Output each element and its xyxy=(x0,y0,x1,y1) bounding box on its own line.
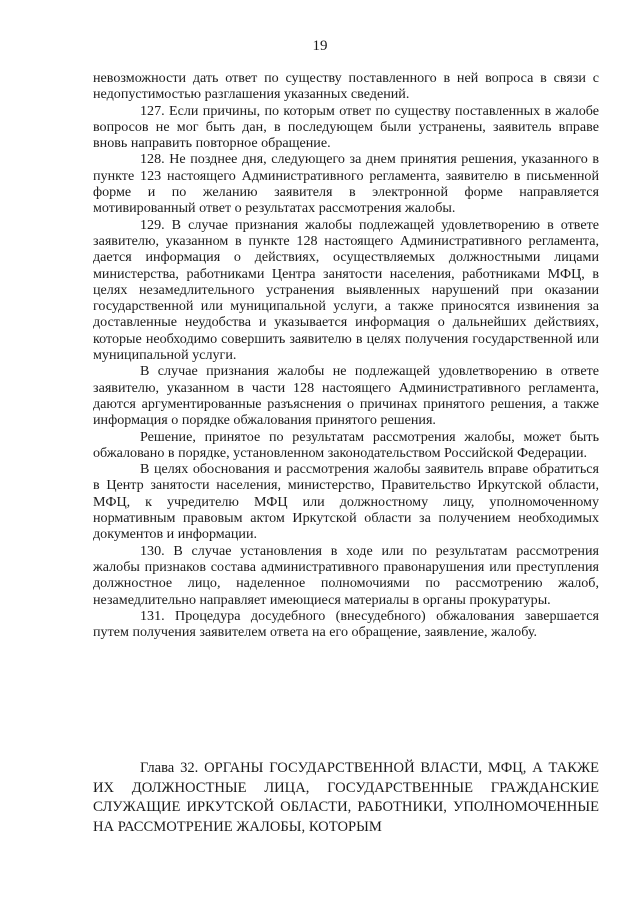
page-number: 19 xyxy=(312,38,328,54)
chapter-heading: Глава 32. ОРГАНЫ ГОСУДАРСТВЕННОЙ ВЛАСТИ, МФЦ, А ТАКЖЕ ИХ ДОЛЖНОСТНЫЕ ЛИЦА, ГОСУДАРСТВЕННЫЕ ГРАЖДАНСКИЕ СЛУЖАЩИЕ ИРКУТСКОЙ ОБЛАСТИ, РАБОТНИКИ, УПОЛНОМОЧЕННЫЕ НА РАССМОТРЕНИЕ ЖАЛОБЫ, КОТОРЫМ xyxy=(93,760,599,835)
document-body xyxy=(93,70,599,640)
paragraph-130: 130. В случае установления в ходе или по результатам рассмотрения жалобы признаков состава административного правонарушения или преступления должностное лицо, наделенное полномочиями по рассмотрению жалоб, незамедлительно направляет имеющиеся материалы в органы прокуратуры. xyxy=(93,542,599,608)
paragraph-129: 129. В случае признания жалобы подлежащей удовлетворению в ответе заявителю, указанном в пункте 128 настоящего Административного регламента, дается информация о действиях, осуществляемых должностными лицами министерства, работниками Центра занятости населения, работниками МФЦ, в целях незамедлительного устранения выявленных нарушений при оказании государственной или муниципальной услуги, а также приносятся извинения за доставленные неудобства и указывается информация о дальнейших действиях, которые необходимо совершить заявителю в целях получения государственной или муниципальной услуги. xyxy=(93,216,599,364)
paragraph-129-appeal: Решение, принятое по результатам рассмотрения жалобы, может быть обжаловано в порядке, установленном законодательством Российской Федерации. xyxy=(93,428,599,461)
paragraph-127: 127. Если причины, по которым ответ по существу поставленных в жалобе вопросов не мог быть дан, в последующем были устранены, заявитель вправе вновь направить повторное обращение. xyxy=(93,102,599,152)
paragraph-128: 128. Не позднее дня, следующего за днем принятия решения, указанного в пункте 123 настоящего Административного регламента, заявителю в письменной форме и по желанию заявителя в электронной форме направляется мотивированный ответ о результатах рассмотрения жалобы. xyxy=(93,151,599,217)
paragraph-continuation: невозможности дать ответ по существу поставленного в ней вопроса в связи с недопустимостью разглашения указанных сведений. xyxy=(93,70,599,103)
paragraph-129-refusal: В случае признания жалобы не подлежащей удовлетворению в ответе заявителю, указанном в части 128 настоящего Административного регламента, даются аргументированные разъяснения о причинах принятого решения, а также информация о порядке обжалования принятого решения. xyxy=(93,363,599,429)
paragraph-129-documents: В целях обоснования и рассмотрения жалобы заявитель вправе обратиться в Центр занятости населения, министерство, Правительство Иркутской области, МФЦ, к учредителю МФЦ или должностному лицу, уполномоченному нормативным правовым актом Иркутской области за получением необходимых документов и информации. xyxy=(93,461,599,543)
paragraph-131: 131. Процедура досудебного (внесудебного) обжалования завершается путем получения заявителем ответа на его обращение, заявление, жалобу. xyxy=(93,607,599,641)
